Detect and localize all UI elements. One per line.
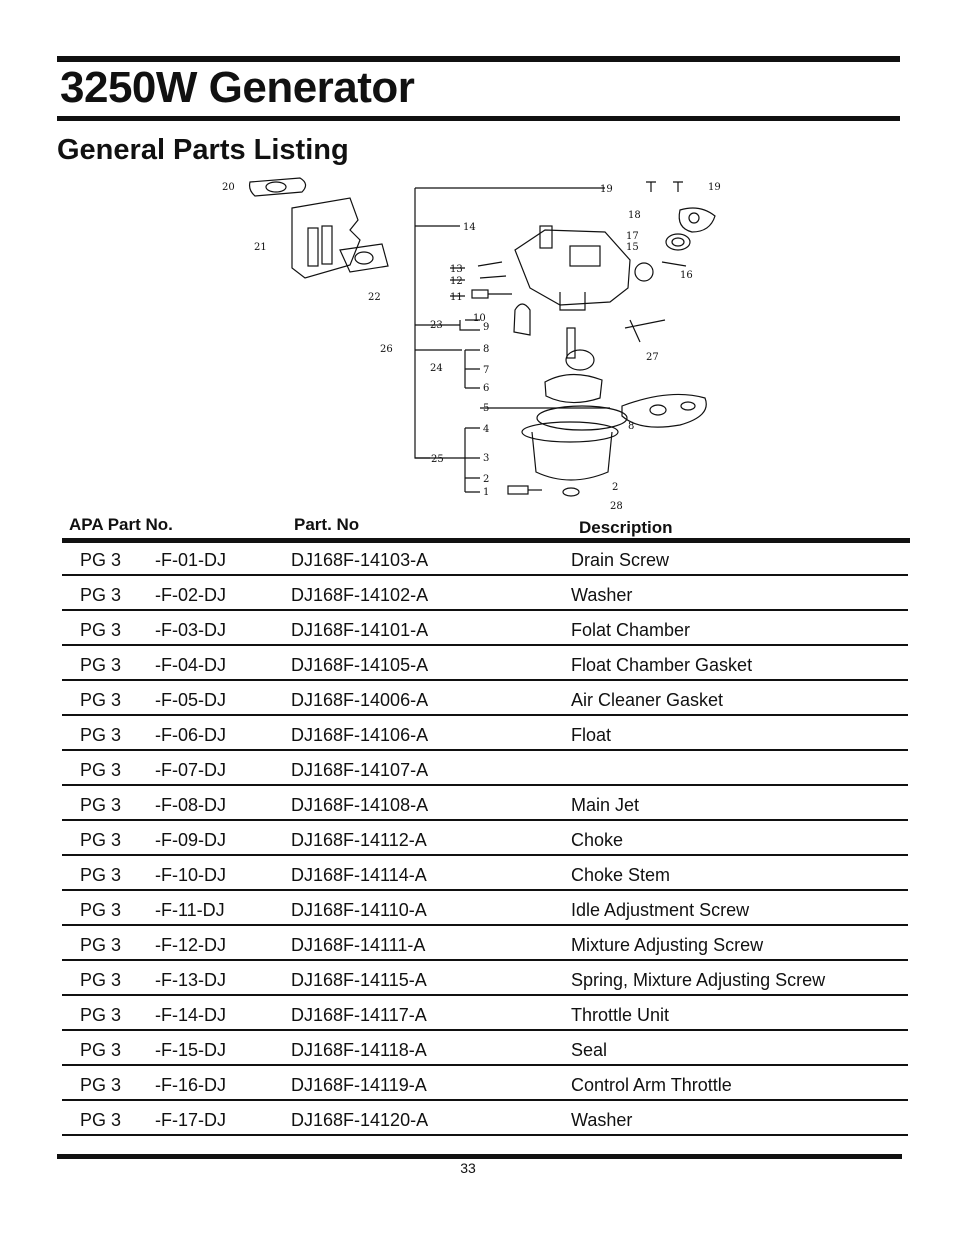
apa-prefix-cell: PG 3 [80, 725, 122, 745]
part-number-cell: DJ168F-14114-A [291, 865, 427, 885]
section-title: General Parts Listing [57, 134, 349, 166]
table-row [62, 1101, 908, 1136]
callout-label: 14 [463, 222, 476, 233]
callout-label: 5 [483, 403, 490, 414]
part-number-cell: DJ168F-14103-A [291, 550, 429, 570]
callout-label: 7 [483, 365, 490, 376]
part-number-cell: DJ168F-14006-A [291, 690, 429, 710]
description-cell: Choke Stem [571, 865, 671, 885]
apa-prefix-cell: PG 3 [80, 1005, 122, 1025]
apa-prefix-cell: PG 3 [80, 760, 122, 780]
description-cell: Float Chamber Gasket [571, 655, 753, 675]
part-number-cell: DJ168F-14111-A [291, 935, 426, 955]
part-number-cell: DJ168F-14101-A [291, 620, 429, 640]
apa-prefix-cell: PG 3 [80, 865, 122, 885]
column-header-description: Description [579, 518, 673, 537]
apa-suffix-cell: -F-09-DJ [155, 830, 226, 850]
apa-suffix-cell: -F-08-DJ [155, 795, 226, 815]
table-row [62, 1031, 908, 1066]
description-cell: Seal [571, 1040, 608, 1060]
apa-prefix-cell: PG 3 [80, 900, 122, 920]
apa-prefix-cell: PG 3 [80, 620, 122, 640]
table-row [62, 541, 908, 576]
callout-label: 2 [612, 482, 619, 493]
callout-label: 10 [473, 313, 486, 324]
apa-prefix-cell: PG 3 [80, 690, 122, 710]
callout-label: 27 [646, 352, 659, 363]
callout-label: 11 [450, 292, 463, 303]
description-cell: Choke [571, 830, 624, 850]
callout-label: 13 [450, 264, 463, 275]
callout-label: 18 [628, 210, 641, 221]
callout-label: 26 [380, 344, 393, 355]
table-row [62, 681, 908, 716]
description-cell: Idle Adjustment Screw [571, 900, 750, 920]
callout-label: 25 [431, 454, 444, 465]
apa-prefix-cell: PG 3 [80, 795, 122, 815]
part-number-cell: DJ168F-14102-A [291, 585, 429, 605]
table-row [62, 751, 908, 786]
apa-suffix-cell: -F-03-DJ [155, 620, 226, 640]
table-row [62, 926, 908, 961]
page-title: 3250W Generator [60, 63, 415, 112]
page-number: 33 [460, 1160, 476, 1176]
apa-suffix-cell: -F-02-DJ [155, 585, 226, 605]
description-cell: Washer [571, 1110, 633, 1130]
table-row [62, 786, 908, 821]
apa-prefix-cell: PG 3 [80, 830, 122, 850]
apa-suffix-cell: -F-11-DJ [155, 900, 225, 920]
callout-label: 16 [680, 270, 693, 281]
part-number-cell: DJ168F-14110-A [291, 900, 427, 920]
column-header-part: Part. No [294, 515, 360, 534]
table-row [62, 611, 908, 646]
callout-label: 3 [483, 453, 490, 464]
callout-label: 19 [600, 184, 613, 195]
apa-suffix-cell: -F-15-DJ [155, 1040, 226, 1060]
apa-suffix-cell: -F-12-DJ [155, 935, 226, 955]
description-cell: Control Arm Throttle [571, 1075, 732, 1095]
callout-label: 23 [430, 320, 443, 331]
apa-prefix-cell: PG 3 [80, 935, 122, 955]
apa-suffix-cell: -F-04-DJ [155, 655, 226, 675]
table-row [62, 856, 908, 891]
apa-prefix-cell: PG 3 [80, 550, 122, 570]
callout-label: 2 [483, 474, 490, 485]
callout-label: 28 [610, 501, 623, 512]
part-number-cell: DJ168F-14120-A [291, 1110, 429, 1130]
apa-suffix-cell: -F-01-DJ [155, 550, 226, 570]
table-row [62, 961, 908, 996]
apa-suffix-cell: -F-10-DJ [155, 865, 226, 885]
callout-label: 19 [708, 182, 721, 193]
part-number-cell: DJ168F-14112-A [291, 830, 427, 850]
apa-suffix-cell: -F-05-DJ [155, 690, 226, 710]
row-divider [62, 1134, 908, 1137]
table-row [62, 716, 908, 751]
column-header-apa: APA Part No. [69, 515, 173, 534]
description-cell: Throttle Unit [571, 1005, 670, 1025]
title-rule [57, 116, 900, 121]
table-row [62, 821, 908, 856]
callout-label: 20 [222, 182, 235, 193]
apa-suffix-cell: -F-06-DJ [155, 725, 226, 745]
callout-label: 1 [483, 487, 490, 498]
callout-label: 21 [254, 242, 267, 253]
description-cell: Main Jet [571, 795, 640, 815]
callout-label: 8 [628, 421, 635, 432]
callout-label: 8 [483, 344, 490, 355]
apa-suffix-cell: -F-17-DJ [155, 1110, 226, 1130]
description-cell: Spring, Mixture Adjusting Screw [571, 970, 826, 990]
apa-suffix-cell: -F-13-DJ [155, 970, 226, 990]
callout-label: 4 [483, 424, 490, 435]
callout-label: 15 [626, 242, 639, 253]
apa-suffix-cell: -F-07-DJ [155, 760, 226, 780]
carburetor-exploded-diagram [210, 170, 730, 515]
apa-suffix-cell: -F-14-DJ [155, 1005, 226, 1025]
part-number-cell: DJ168F-14119-A [291, 1075, 427, 1095]
part-number-cell: DJ168F-14115-A [291, 970, 427, 990]
apa-suffix-cell: -F-16-DJ [155, 1075, 226, 1095]
table-row [62, 891, 908, 926]
apa-prefix-cell: PG 3 [80, 655, 122, 675]
callout-label: 12 [450, 276, 463, 287]
table-row [62, 576, 908, 611]
part-number-cell: DJ168F-14117-A [291, 1005, 427, 1025]
table-row [62, 646, 908, 681]
callout-label: 6 [483, 383, 490, 394]
callout-label: 9 [483, 322, 490, 333]
apa-prefix-cell: PG 3 [80, 970, 122, 990]
description-cell: Mixture Adjusting Screw [571, 935, 764, 955]
apa-prefix-cell: PG 3 [80, 1075, 122, 1095]
description-cell: Drain Screw [571, 550, 670, 570]
table-row [62, 996, 908, 1031]
part-number-cell: DJ168F-14106-A [291, 725, 429, 745]
callout-label: 24 [430, 363, 443, 374]
part-number-cell: DJ168F-14118-A [291, 1040, 427, 1060]
apa-prefix-cell: PG 3 [80, 585, 122, 605]
table-row [62, 1066, 908, 1101]
description-cell: Folat Chamber [571, 620, 691, 640]
callout-label: 22 [368, 292, 381, 303]
callout-label: 17 [626, 231, 639, 242]
part-number-cell: DJ168F-14108-A [291, 795, 429, 815]
description-cell: Float [571, 725, 612, 745]
apa-prefix-cell: PG 3 [80, 1110, 122, 1130]
part-number-cell: DJ168F-14105-A [291, 655, 429, 675]
apa-prefix-cell: PG 3 [80, 1040, 122, 1060]
description-cell: Air Cleaner Gasket [571, 690, 724, 710]
bottom-rule [57, 1154, 902, 1159]
description-cell: Washer [571, 585, 633, 605]
part-number-cell: DJ168F-14107-A [291, 760, 429, 780]
